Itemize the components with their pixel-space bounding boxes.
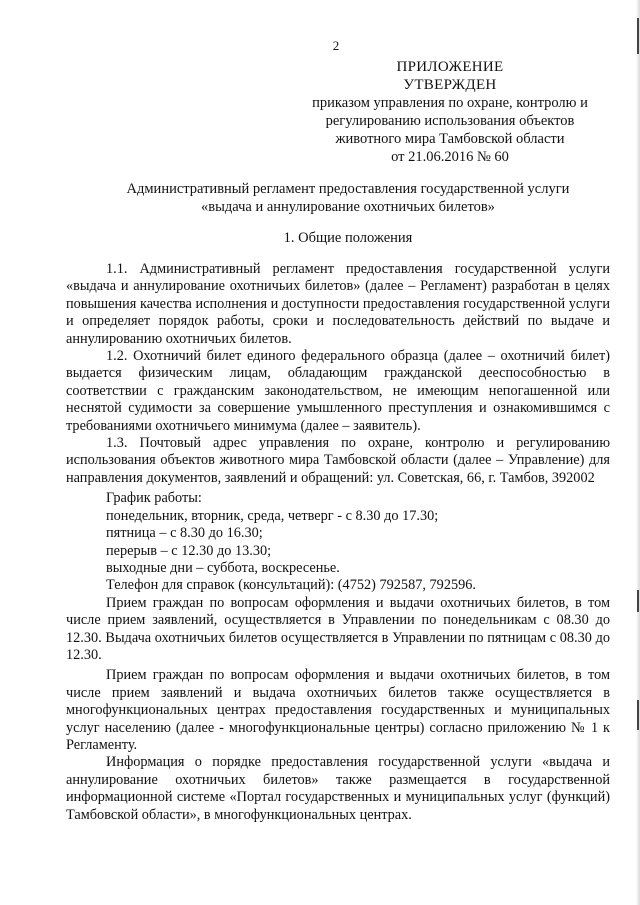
scan-edge-mark [637,700,639,730]
document-title [60,180,636,216]
approval-block [300,58,600,166]
approval-order-date: от 21.06.2016 № 60 [391,149,509,165]
scan-edge [636,0,640,905]
approval-order-line: регулированию использования объектов [325,113,575,129]
schedule-weekend: выходные дни – суббота, воскресенье. [106,559,340,576]
paragraph-1-3: 1.3. Почтовый адрес управления по охране, контролю и регулированию использования объектов животного мира Тамбовской области (далее – Управление) для направления документов, заявлений и обращений: ул. Советская, 66, г. Тамбов, 392002 [66,435,610,486]
schedule-break: перерыв – с 12.30 до 13.30; [106,542,272,559]
schedule-phone: Телефон для справок (консультаций): (4752) 792587, 792596. [106,577,476,594]
section-heading: 1. Общие положения [283,230,413,246]
schedule-weekdays: понедельник, вторник, среда, четверг - с 8.30 до 17.30; [106,507,439,524]
reception-mfc-paragraph: Прием граждан по вопросам оформления и выдачи охотничьих билетов, в том числе прием заявлений и выдача охотничьих билетов также осуществляется в многофункциональных центрах предоставления государственных и муниципальных услуг населению (далее - многофункциональные центры) согласно приложению № 1 к Регламенту. [66,667,610,753]
reception-paragraph: Прием граждан по вопросам оформления и выдачи охотничьих билетов, в том числе прием заявлений, осуществляется в Управлении по понедельникам с 08.30 до 12.30. Выдача охотничьих билетов осуществляется в Управлении по пятницам с 08.30 до 12.30. [66,594,610,663]
schedule-friday: пятница – с 8.30 до 16.30; [106,525,263,542]
paragraph-1-2: 1.2. Охотничий билет единого федерального образца (далее – охотничий билет) выдается физическим лицам, обладающим гражданской дееспособностью в соответствии с гражданским законодательством, не имеющим непогашенной или неснятой судимости за совершение умышленного преступления и ознакомившимся с требованиями охотничьего минимума (далее – заявитель). [66,348,610,434]
schedule-heading: График работы: [106,490,202,507]
approval-approved: УТВЕРЖДЕН [403,77,497,93]
document-body [66,261,610,824]
paragraph-1-1: 1.1. Административный регламент предоставления государственной услуги «выдача и аннулирование охотничьих билетов» (далее – Регламент) разработан в целях повышения качества исполнения и доступности предоставления государственной услуги и определяет порядок работы, сроки и последовательность действий по выдаче и аннулированию охотничьих билетов. [66,261,610,347]
approval-appendix: ПРИЛОЖЕНИЕ [396,59,504,75]
approval-order-line: приказом управления по охране, контролю и [312,95,588,111]
page-number: 2 [332,38,340,53]
title-line: Административный регламент предоставления государственной услуги [126,181,570,197]
scan-edge-mark [637,590,639,612]
approval-order-line: животного мира Тамбовской области [335,131,565,147]
info-portal-paragraph: Информация о порядке предоставления государственной услуги «выдача и аннулирование охотничьих билетов» также размещается в государственной информационной системе «Портал государственных и муниципальных услуг (функций) Тамбовской области», в многофункциональных центрах. [66,754,610,823]
title-line: «выдача и аннулирование охотничьих билетов» [201,199,495,215]
